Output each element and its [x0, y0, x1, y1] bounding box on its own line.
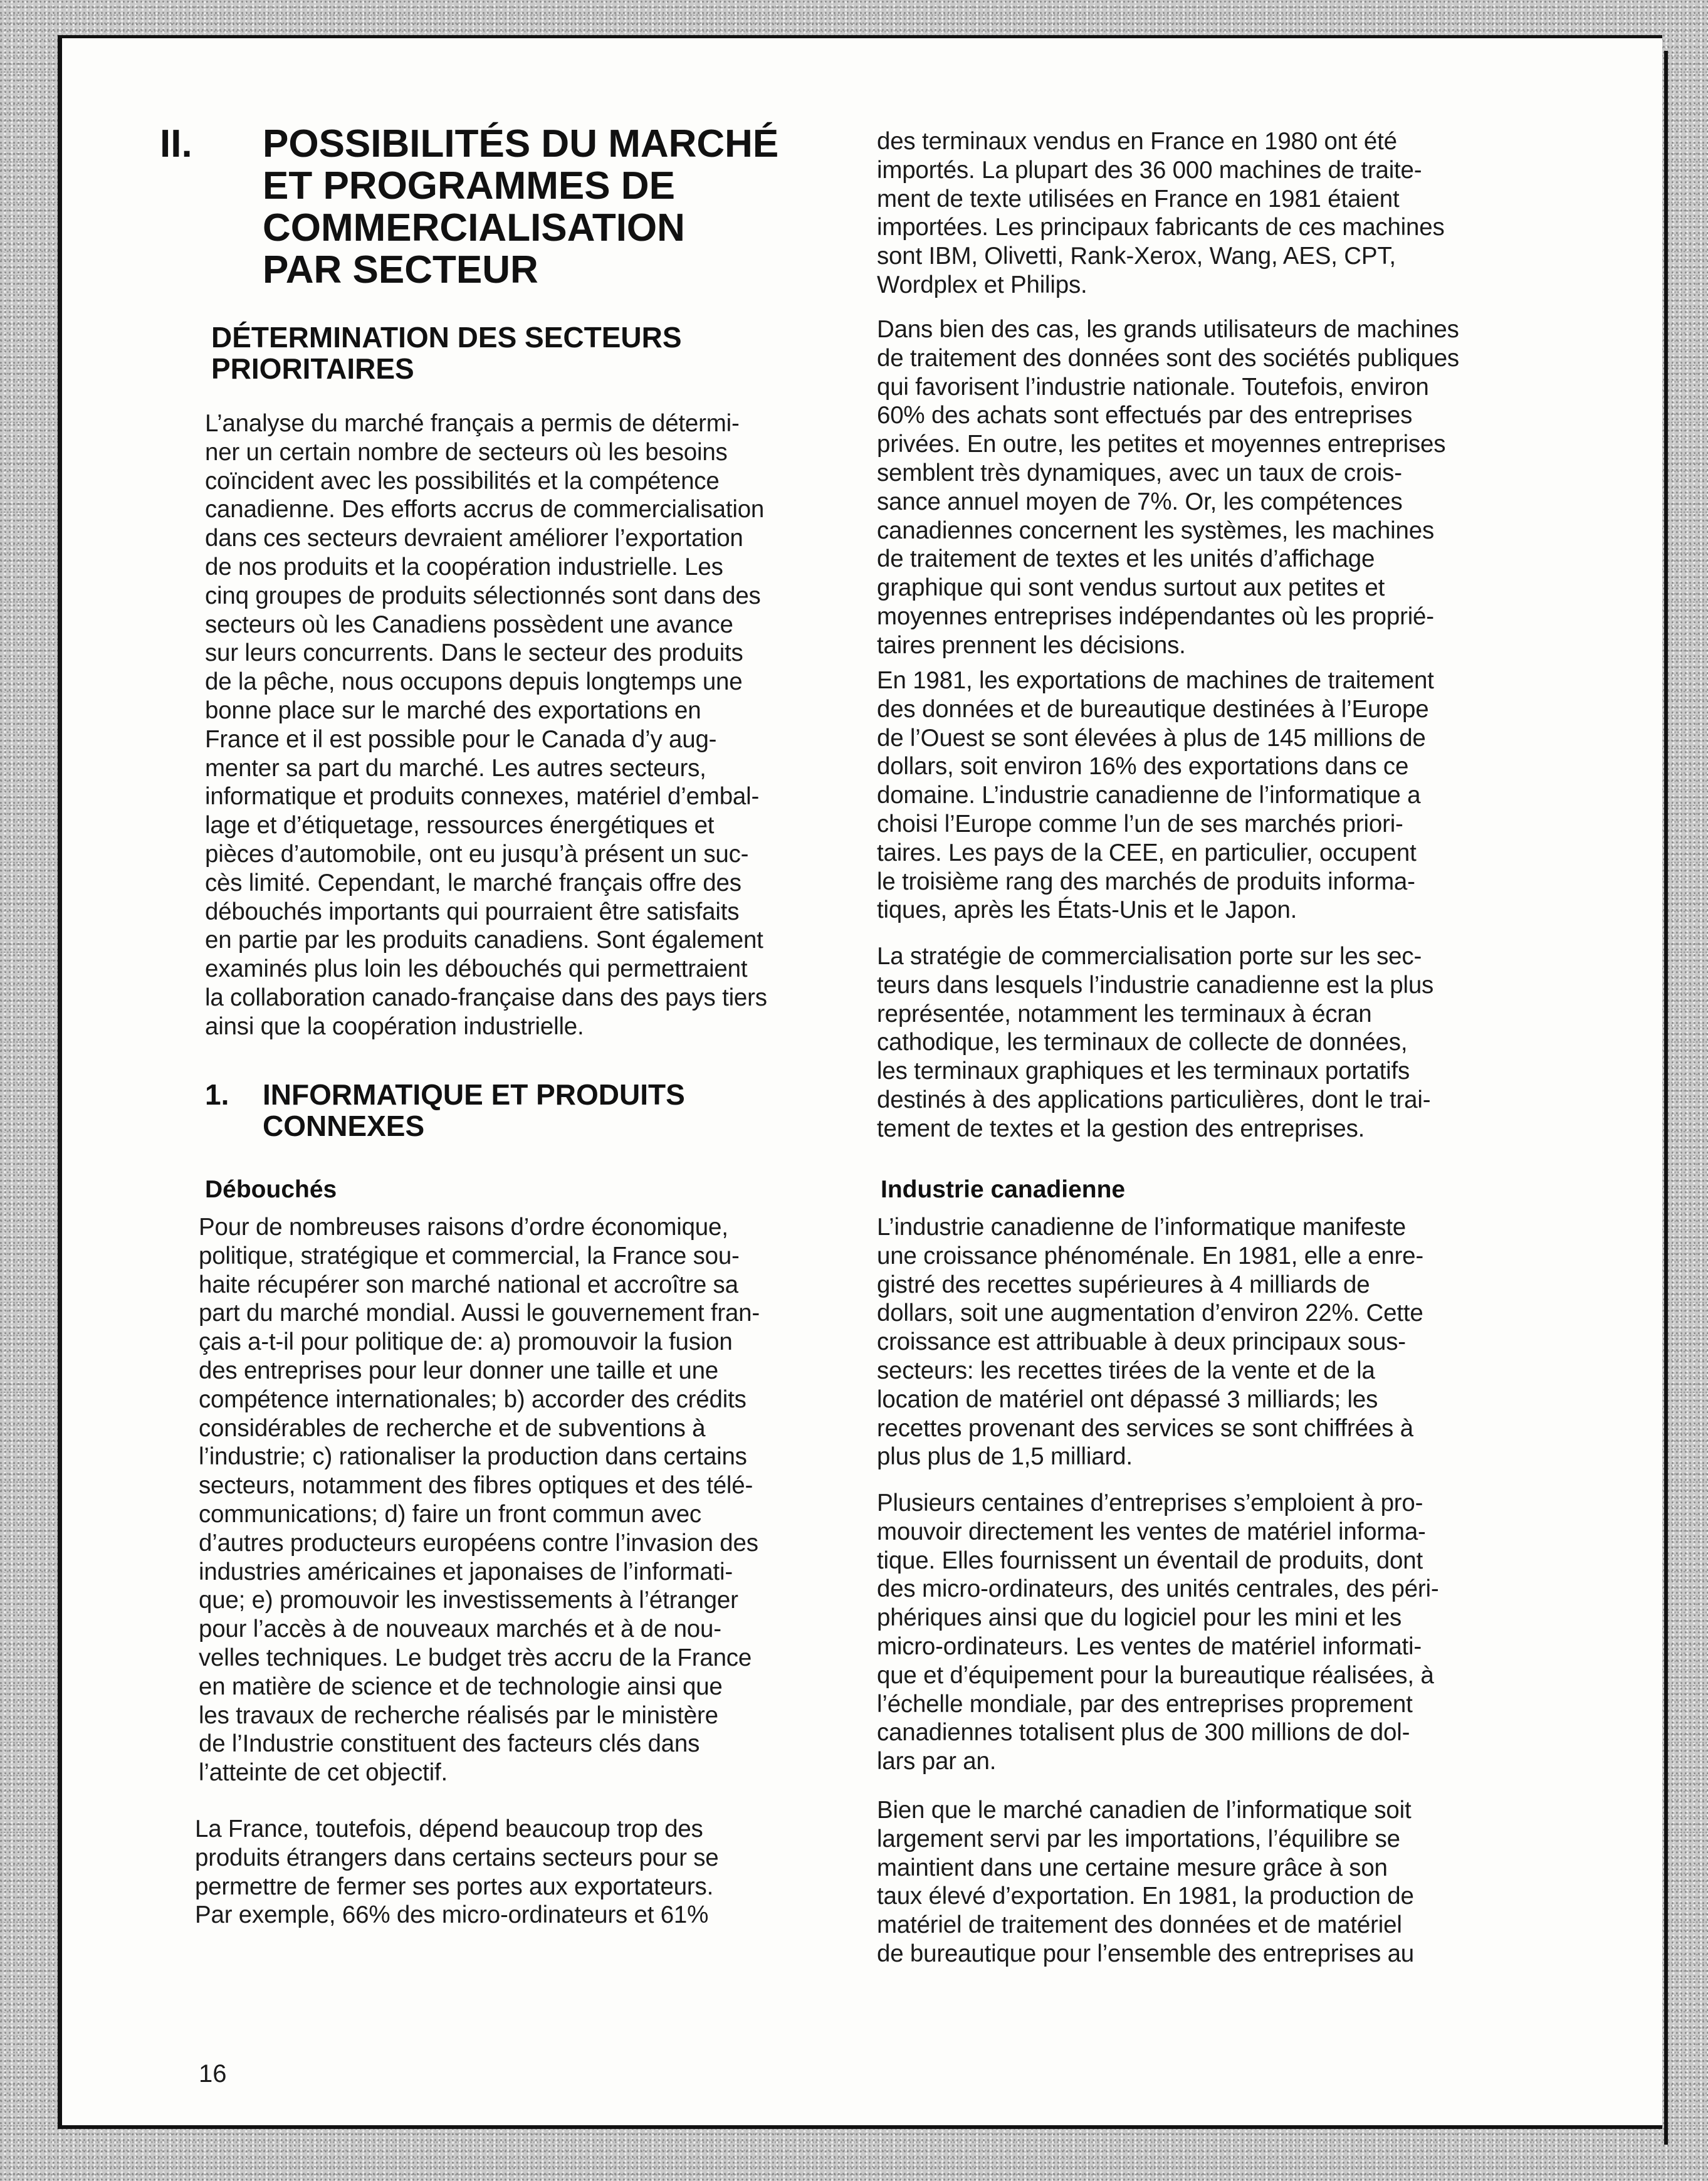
subheading-debouches: Débouchés [205, 1176, 337, 1203]
debouches-paragraph-2: La France, toutefois, dépend beaucoup trop des produits étrangers dans certains secteurs pour se permettre de fermer ses portes aux exportateurs. Par exemple, 66% des micro-ordinateurs et 61% [195, 1816, 719, 1929]
right-paragraph-5: L’industrie canadienne de l’informatique manifeste une croissance phénoménale. En 1981, elle a enre- gistré des recettes supérieures à 4 milliards de dollars, soit une augmentation d’environ 22%. Cette croissance est attribuable à deux principaux sous- secteurs: les recettes tirées de la vente et de la location de matériel ont dépassé 3 milliards; les recettes provenant des services se sont chiffrées à plus plus de 1,5 milliard. [877, 1214, 1424, 1471]
chapter-number: II. [160, 122, 192, 166]
page-edge-rule [1664, 51, 1668, 2145]
chapter-title-line-1: POSSIBILITÉS DU MARCHÉ [263, 122, 779, 166]
chapter-title [160, 122, 926, 292]
section-1-heading [205, 1079, 932, 1142]
chapter-title-line-4: PAR SECTEUR [263, 248, 538, 292]
right-paragraph-1: des terminaux vendus en France en 1980 ont été importés. La plupart des 36 000 machines de traite- ment de texte utilisées en France en 1981 étaient importées. Les principaux fabricants de ces machines sont IBM, Olivetti, Rank-Xerox, Wang, AES, CPT, Wordplex et Philips. [877, 128, 1445, 298]
intro-paragraph: L’analyse du marché français a permis de détermi- ner un certain nombre de secteurs où les besoins coïncident avec les possibilités et la compétence canadienne. Des efforts accrus de commercialisation dans ces secteurs devraient améliorer l’exportation de nos produits et la coopération industrielle. Les cinq groupes de produits sélectionnés sont dans des secteurs où les Canadiens possèdent une avance sur leurs concurrents. Dans le secteur des produits de la pêche, nous occupons depuis longtemps une bonne place sur le marché des exportations en France et il est possible pour le Canada d’y aug- menter sa part du marché. Les autres secteurs, informatique et produits connexes, matériel d’embal- lage et d’étiquetage, ressources énergétiques et pièces d’automobile, ont eu jusqu’à présent un suc- cès limité. Cependant, le marché français offre des débouchés importants qui pourraient être satisfaits en partie par les produits canadiens. Sont également examinés plus loin les débouchés qui permettraient la collaboration canado-française dans des pays tiers ainsi que la coopération industrielle. [205, 410, 767, 1040]
document-page [58, 35, 1662, 2129]
right-paragraph-3: En 1981, les exportations de machines de traitement des données et de bureautique destinées à l’Europe de l’Ouest se sont élevées à plus de 145 millions de dollars, soit environ 16% des exportations dans ce domaine. L’industrie canadienne de l’informatique a choisi l’Europe comme l’un de ses marchés priori- taires. Les pays de la CEE, en particulier, occupent le troisième rang des marchés de produits informa- tiques, après les États-Unis et le Japon. [877, 667, 1434, 924]
right-paragraph-2: Dans bien des cas, les grands utilisateurs de machines de traitement des données sont des sociétés publiques qui favorisent l’industrie nationale. Toutefois, environ 60% des achats sont effectués par des entreprises privées. En outre, les petites et moyennes entreprises semblent très dynamiques, avec un taux de crois- sance annuel moyen de 7%. Or, les compétences canadiennes concernent les systèmes, les machines de traitement de textes et les unités d’affichage graphique qui sont vendus surtout aux petites et moyennes entreprises indépendantes où les proprié- taires prennent les décisions. [877, 316, 1459, 659]
right-paragraph-7: Bien que le marché canadien de l’informatique soit largement servi par les importations, l’équilibre se maintient dans une certaine mesure grâce à son taux élevé d’exportation. En 1981, la production de matériel de traitement des données et de matériel de bureautique pour l’ensemble des entreprises au [877, 1797, 1415, 1967]
section-1-number: 1. [205, 1078, 229, 1111]
section-heading-priorities: DÉTERMINATION DES SECTEURS PRIORITAIRES [211, 321, 682, 385]
chapter-title-line-3: COMMERCIALISATION [263, 206, 685, 250]
debouches-paragraph-1: Pour de nombreuses raisons d’ordre économique, politique, stratégique et commercial, la France sou- haite récupérer son marché national et accroître sa part du marché mondial. Aussi le gouvernement fran- çais a-t-il pour politique de: a) promouvoir la fusion des entreprises pour leur donner une taille et une compétence internationales; b) accorder des crédits considérables de recherche et de subventions à l’industrie; c) rationaliser la production dans certains secteurs, notamment des fibres optiques et des télé- communications; d) faire un front commun avec d’autres producteurs européens contre l’invasion des industries américaines et japonaises de l’informati- que; e) promouvoir les investissements à l’étranger pour l’accès à de nouveaux marchés et à de nou- velles techniques. Le budget très accru de la France en matière de science et de technologie ainsi que les travaux de recherche réalisés par le ministère de l’Industrie constituent des facteurs clés dans l’atteinte de cet objectif. [199, 1214, 760, 1787]
right-paragraph-4: La stratégie de commercialisation porte sur les sec- teurs dans lesquels l’industrie canadienne est la plus représentée, notamment les terminaux à écran cathodique, les terminaux de collecte de données, les terminaux graphiques et les terminaux portatifs destinés à des applications particulières, dont le trai- tement de textes et la gestion des entreprises. [877, 943, 1434, 1142]
section-1-title: INFORMATIQUE ET PRODUITS CONNEXES [263, 1078, 685, 1142]
subheading-industrie-canadienne: Industrie canadienne [881, 1176, 1126, 1203]
right-paragraph-6: Plusieurs centaines d’entreprises s’emploient à pro- mouvoir directement les ventes de matériel informa- tique. Elles fournissent un éventail de produits, dont des micro-ordinateurs, des unités centrales, des péri- phériques ainsi que du logiciel pour les mini et les micro-ordinateurs. Les ventes de matériel informati- que et d’équipement pour la bureautique réalisées, à l’échelle mondiale, par des entreprises proprement canadiennes totalisent plus de 300 millions de dol- lars par an. [877, 1490, 1439, 1775]
page-number: 16 [199, 2060, 227, 2088]
chapter-title-line-2: ET PROGRAMMES DE [263, 164, 675, 208]
